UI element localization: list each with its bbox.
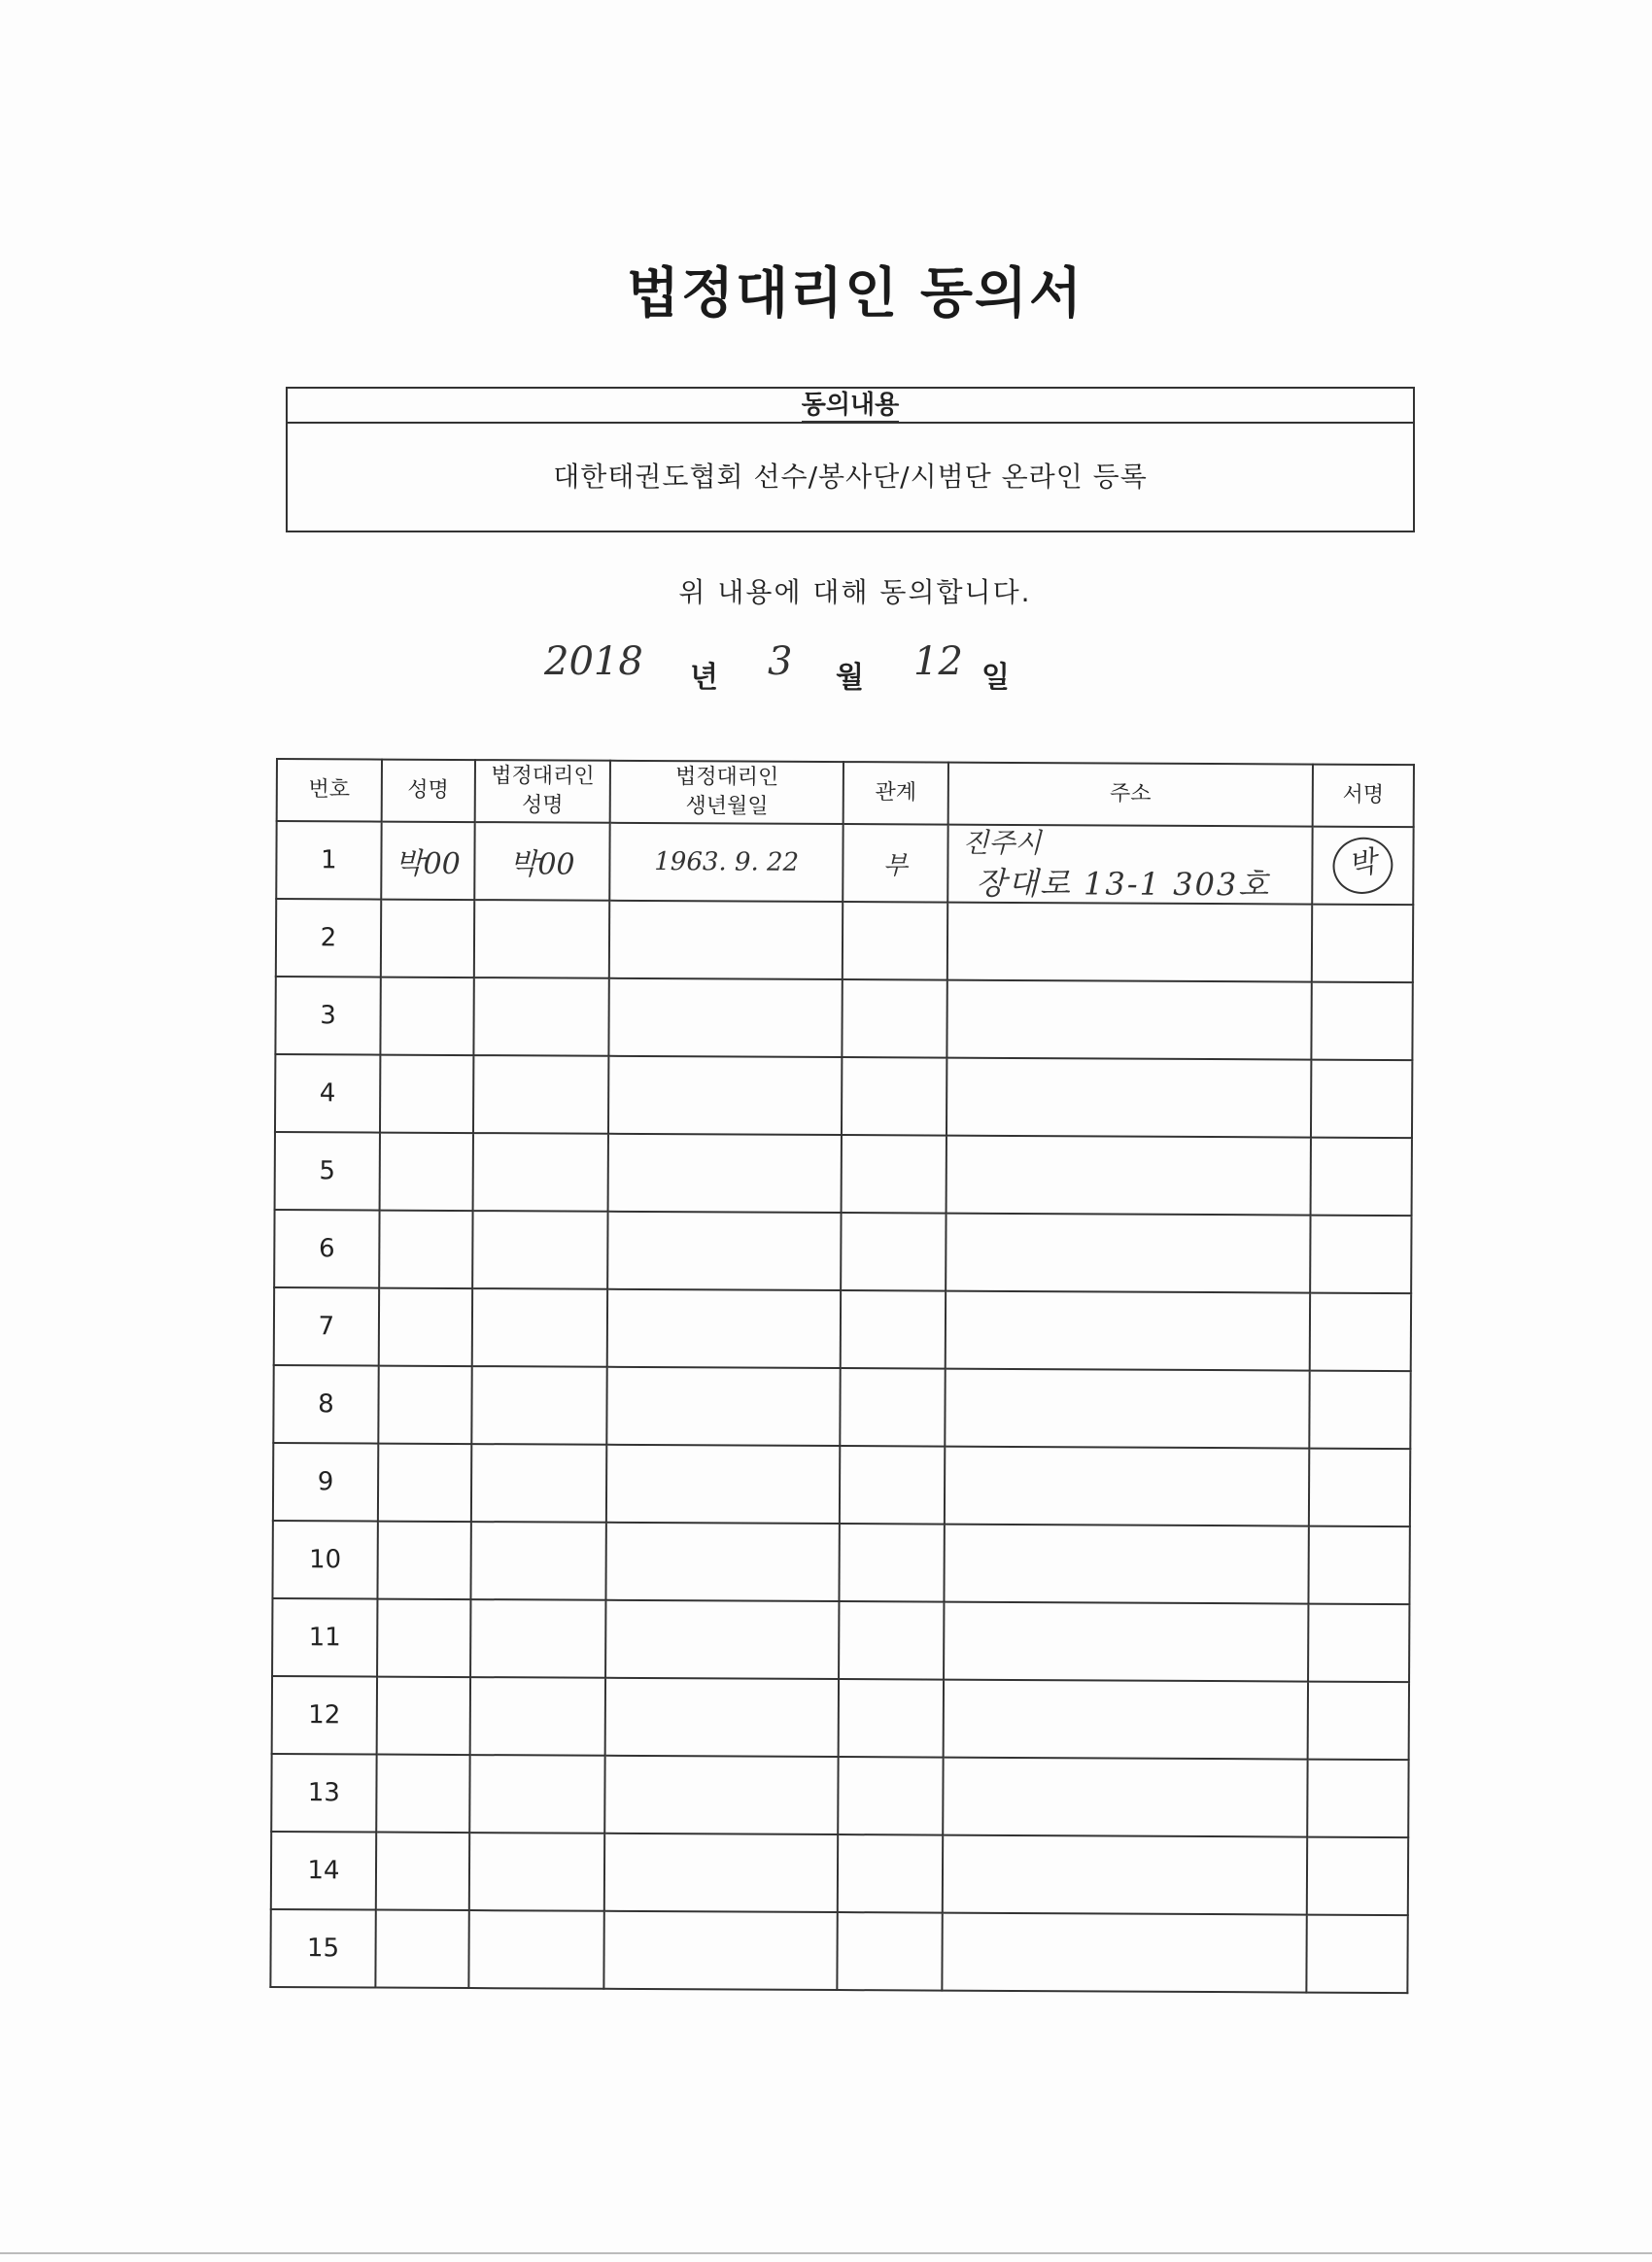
table-row (276, 899, 1413, 982)
cell-no: 10 (272, 1521, 377, 1599)
header-no: 번호 (277, 759, 382, 822)
cell-relation (842, 1057, 946, 1136)
cell-no: 11 (272, 1598, 377, 1677)
date-year-unit: 년 (690, 661, 718, 695)
cell-guardian-name (470, 1599, 606, 1678)
cell-address (947, 903, 1313, 982)
cell-address (943, 1835, 1308, 1915)
cell-birth (605, 1756, 839, 1834)
cell-address (943, 1680, 1308, 1760)
cell-birth (606, 1600, 840, 1679)
agree-statement: 위 내용에 대해 동의합니다. (678, 576, 1032, 608)
page-bottom-edge (0, 2252, 1652, 2254)
cell-birth: 1963. 9. 22 (610, 823, 843, 902)
cell-signature (1310, 1293, 1411, 1372)
cell-signature (1307, 1760, 1408, 1838)
cell-address (947, 825, 1313, 905)
cell-signature (1306, 1915, 1407, 1994)
cell-guardian-name (471, 1288, 607, 1367)
header-signature: 서명 (1313, 765, 1414, 828)
cell-name (376, 1833, 469, 1911)
cell-birth (604, 1911, 838, 1990)
cell-guardian-name (474, 900, 610, 978)
table-row (275, 977, 1412, 1060)
table-row (276, 821, 1413, 905)
cell-relation (842, 1135, 946, 1214)
cell-birth (608, 1212, 842, 1290)
cell-signature (1311, 982, 1412, 1061)
table-row (275, 1132, 1412, 1216)
cell-birth (608, 1134, 842, 1213)
cell-address (946, 1058, 1312, 1138)
cell-birth (608, 1056, 842, 1135)
cell-guardian-name (469, 1755, 605, 1834)
cell-relation: 부 (843, 824, 947, 903)
cell-no: 5 (275, 1132, 380, 1211)
cell-name (376, 1677, 469, 1756)
cell-signature (1310, 1216, 1411, 1294)
consent-header-label: 동의내용 (802, 391, 899, 423)
cell-birth (609, 978, 843, 1057)
cell-guardian-name (471, 1366, 607, 1445)
cell-relation (840, 1524, 945, 1602)
header-guardian-birth-line2: 생년월일 (685, 794, 769, 819)
cell-signature (1311, 1060, 1412, 1139)
cell-address-line2: 장대로 13-1 303호 (976, 864, 1271, 904)
cell-birth (606, 1523, 840, 1601)
header-address: 주소 (948, 763, 1314, 827)
cell-guardian-name (472, 1133, 608, 1212)
cell-relation (839, 1679, 944, 1758)
header-guardian-name-line2: 성명 (521, 793, 564, 818)
cell-name (377, 1522, 470, 1600)
cell-signature (1309, 1371, 1410, 1450)
consent-box (286, 387, 1415, 532)
cell-relation (843, 902, 947, 980)
cell-name (378, 1444, 471, 1523)
date-month: 3 (768, 639, 793, 684)
table-row (271, 1754, 1408, 1837)
signature-mark: 박 (1327, 832, 1397, 899)
table-row (270, 1909, 1407, 1993)
table-row (274, 1210, 1411, 1293)
cell-signature (1312, 827, 1413, 906)
cell-signature (1308, 1682, 1409, 1761)
cell-name (377, 1599, 470, 1678)
cell-guardian-name (468, 1910, 604, 1989)
cell-name: 박00 (381, 822, 474, 901)
consent-header (288, 389, 1413, 424)
guardian-table (269, 758, 1415, 1994)
cell-address (946, 1136, 1311, 1216)
cell-no: 14 (271, 1832, 376, 1910)
date-day: 12 (913, 639, 963, 684)
cell-birth (609, 901, 843, 979)
cell-guardian-name (470, 1522, 606, 1600)
cell-guardian-name (473, 977, 609, 1056)
cell-name (380, 977, 473, 1056)
cell-name (375, 1910, 468, 1989)
cell-no: 1 (276, 821, 381, 900)
cell-no: 7 (274, 1287, 379, 1366)
cell-address (946, 980, 1312, 1060)
cell-relation (839, 1601, 944, 1680)
cell-birth (607, 1367, 841, 1446)
cell-no: 2 (276, 899, 381, 977)
date-month-unit: 월 (836, 661, 864, 695)
cell-no: 12 (272, 1676, 377, 1755)
cell-guardian-name (471, 1444, 607, 1523)
cell-address (944, 1602, 1309, 1682)
cell-no: 8 (273, 1365, 378, 1444)
table-row (274, 1287, 1411, 1371)
cell-name (379, 1288, 472, 1367)
cell-signature (1307, 1837, 1408, 1916)
cell-birth (607, 1289, 841, 1368)
cell-guardian-name: 박00 (474, 822, 610, 901)
cell-name (379, 1133, 472, 1212)
cell-relation (841, 1290, 946, 1369)
cell-signature (1309, 1526, 1410, 1605)
table-row (273, 1365, 1410, 1449)
cell-no: 3 (275, 977, 380, 1055)
cell-address (945, 1369, 1310, 1449)
table-row (272, 1598, 1409, 1682)
cell-guardian-name (468, 1833, 604, 1911)
cell-birth (605, 1678, 839, 1757)
cell-address-line1: 진주시 (962, 826, 1042, 860)
cell-birth (606, 1445, 840, 1524)
cell-name (379, 1211, 472, 1289)
cell-name (378, 1366, 471, 1445)
cell-signature (1312, 905, 1413, 983)
cell-guardian-name (473, 1055, 609, 1134)
cell-address (946, 1291, 1311, 1371)
header-guardian-name-line1: 법정대리인 (491, 764, 595, 789)
cell-no: 4 (275, 1054, 380, 1133)
table-row (271, 1832, 1408, 1915)
cell-name (380, 1055, 473, 1134)
date-day-unit: 일 (981, 661, 1010, 695)
cell-address (946, 1214, 1311, 1293)
cell-no: 9 (273, 1443, 378, 1522)
header-guardian-name (474, 760, 610, 823)
table-row (272, 1676, 1409, 1760)
cell-address (944, 1525, 1309, 1604)
cell-address (942, 1913, 1307, 1993)
table-row (273, 1443, 1410, 1526)
table-row (272, 1521, 1409, 1604)
cell-name (376, 1755, 469, 1834)
cell-signature (1308, 1604, 1409, 1683)
cell-relation (842, 979, 946, 1058)
document-title: 법정대리인 동의서 (626, 262, 1084, 326)
cell-no: 15 (270, 1909, 375, 1988)
cell-relation (840, 1368, 945, 1447)
cell-address (945, 1447, 1310, 1526)
table-header-row (277, 759, 1414, 827)
cell-signature (1311, 1138, 1412, 1217)
cell-guardian-name (469, 1677, 605, 1756)
date-year: 2018 (544, 639, 643, 684)
cell-no: 6 (274, 1210, 379, 1288)
cell-relation (840, 1446, 945, 1525)
cell-birth (604, 1834, 838, 1912)
cell-no: 13 (271, 1754, 376, 1833)
header-guardian-birth (610, 761, 843, 824)
cell-signature (1309, 1449, 1410, 1527)
cell-name (381, 900, 474, 978)
cell-relation (838, 1757, 943, 1835)
cell-address (943, 1758, 1308, 1837)
header-name: 성명 (381, 760, 474, 823)
consent-content: 대한태권도협회 선수/봉사단/시범단 온라인 등록 (553, 461, 1148, 493)
table-row (275, 1054, 1412, 1138)
cell-guardian-name (472, 1211, 608, 1289)
cell-relation (841, 1213, 946, 1291)
header-guardian-birth-line1: 법정대리인 (674, 765, 779, 790)
header-relation: 관계 (843, 762, 948, 825)
cell-relation (838, 1834, 943, 1913)
cell-relation (837, 1912, 942, 1991)
